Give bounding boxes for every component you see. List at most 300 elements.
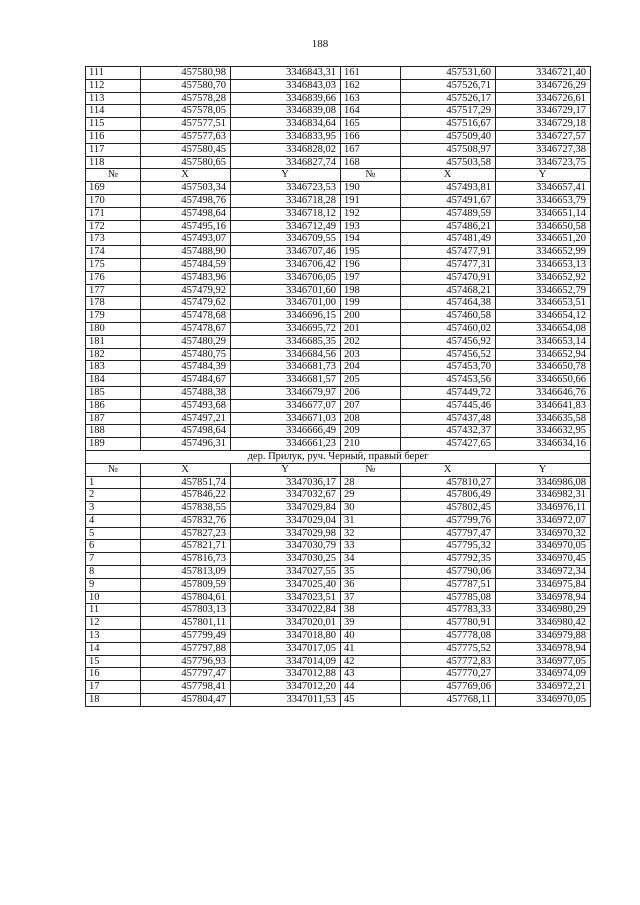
table-cell: 184 [86,374,141,387]
table-cell: 3347023,51 [231,591,341,604]
table-cell: 3346652,79 [496,284,591,297]
table-cell: 171 [86,207,141,220]
table-cell: 457578,05 [141,105,231,118]
table-cell: 203 [341,348,401,361]
table-cell: 3346641,83 [496,399,591,412]
header-cell: № [86,169,141,182]
table-row [86,220,591,233]
table-row [86,553,591,566]
table-row [86,118,591,131]
table-cell: 3347029,04 [231,514,341,527]
table-cell: 3346723,75 [496,156,591,169]
table-row [86,79,591,92]
table-cell: 29 [341,489,401,502]
table-cell: 3347014,09 [231,655,341,668]
table-cell: 30 [341,502,401,515]
table-cell: 457481,49 [401,233,496,246]
table-header-row [86,463,591,476]
table-cell: 3346706,05 [231,271,341,284]
table-cell: 457809,59 [141,578,231,591]
table-cell: 13 [86,630,141,643]
table-cell: 457516,67 [401,118,496,131]
table-cell: 3346718,28 [231,194,341,207]
table-row [86,642,591,655]
table-row [86,438,591,451]
table-cell: 457495,16 [141,220,231,233]
table-cell: 457470,91 [401,271,496,284]
section-title-row [86,450,591,463]
table-cell: 191 [341,194,401,207]
table-cell: 116 [86,130,141,143]
table-cell: 3346843,31 [231,67,341,80]
table-row [86,130,591,143]
table-cell: 168 [341,156,401,169]
table-cell: 457477,91 [401,246,496,259]
table-cell: 3347027,55 [231,566,341,579]
table-cell: 3346980,42 [496,617,591,630]
table-cell: 457770,27 [401,668,496,681]
table-cell: 169 [86,182,141,195]
header-cell: X [141,463,231,476]
table-cell: 457460,58 [401,310,496,323]
table-cell: 3347018,80 [231,630,341,643]
table-cell: 3346634,16 [496,438,591,451]
table-cell: 457778,08 [401,630,496,643]
table-cell: 457484,59 [141,258,231,271]
table-cell: 17 [86,681,141,694]
table-row [86,207,591,220]
table-cell: 205 [341,374,401,387]
table-cell: 457526,71 [401,79,496,92]
table-cell: 3346723,53 [231,182,341,195]
table-cell: 3346839,08 [231,105,341,118]
header-cell: Y [231,169,341,182]
table-cell: 186 [86,399,141,412]
table-cell: 3346646,76 [496,386,591,399]
table-row [86,502,591,515]
table-cell: 3346839,66 [231,92,341,105]
table-cell: 457484,39 [141,361,231,374]
table-cell: 457799,76 [401,514,496,527]
table-cell: 43 [341,668,401,681]
table-cell: 457787,51 [401,578,496,591]
table-cell: 163 [341,92,401,105]
header-cell: X [401,169,496,182]
table-cell: 457498,76 [141,194,231,207]
table-cell: 457453,70 [401,361,496,374]
table-cell: 3346975,84 [496,578,591,591]
table-cell: 457846,22 [141,489,231,502]
table-cell: 457804,47 [141,694,231,707]
table-cell: 3346632,95 [496,425,591,438]
table-cell: 457480,75 [141,348,231,361]
table-row [86,425,591,438]
table-cell: 174 [86,246,141,259]
table-header-row [86,169,591,182]
table-cell: 457796,93 [141,655,231,668]
table-cell: 3346654,08 [496,322,591,335]
table-cell: 3346652,92 [496,271,591,284]
table-cell: 3346978,94 [496,642,591,655]
table-cell: 187 [86,412,141,425]
table-cell: 175 [86,258,141,271]
table-row [86,156,591,169]
table-cell: 3346843,03 [231,79,341,92]
table-cell: 3346650,58 [496,220,591,233]
table-cell: 3346972,07 [496,514,591,527]
table-cell: 166 [341,130,401,143]
table-cell: 9 [86,578,141,591]
table-row [86,578,591,591]
table-cell: 457578,28 [141,92,231,105]
table-cell: 3346721,40 [496,67,591,80]
table-cell: 14 [86,642,141,655]
table-cell: 457780,91 [401,617,496,630]
table-cell: 3346653,14 [496,335,591,348]
table-cell: 3346695,72 [231,322,341,335]
table-cell: 457798,41 [141,681,231,694]
table-row [86,527,591,540]
table-cell: 15 [86,655,141,668]
table-cell: 190 [341,182,401,195]
table-cell: 182 [86,348,141,361]
table-cell: 112 [86,79,141,92]
table-cell: 3346701,00 [231,297,341,310]
table-cell: 195 [341,246,401,259]
table-cell: 457803,13 [141,604,231,617]
table-cell: 457456,52 [401,348,496,361]
table-cell: 113 [86,92,141,105]
table-cell: 118 [86,156,141,169]
table-cell: 31 [341,514,401,527]
table-cell: 457832,76 [141,514,231,527]
table-cell: 3346982,31 [496,489,591,502]
table-row [86,591,591,604]
table-row [86,668,591,681]
table-cell: 117 [86,143,141,156]
table-cell: 457509,40 [401,130,496,143]
table-cell: 201 [341,322,401,335]
table-cell: 3346972,21 [496,681,591,694]
table-cell: 3346833,95 [231,130,341,143]
table-cell: 3346726,61 [496,92,591,105]
table-cell: 3346970,45 [496,553,591,566]
table-cell: 3347030,25 [231,553,341,566]
table-cell: 457785,08 [401,591,496,604]
table-cell: 457432,37 [401,425,496,438]
table-cell: 457517,29 [401,105,496,118]
table-row [86,386,591,399]
table-cell: 3346651,20 [496,233,591,246]
table-row [86,681,591,694]
table-cell: 3346652,99 [496,246,591,259]
table-cell: 3346970,32 [496,527,591,540]
table-cell: 3346685,35 [231,335,341,348]
table-cell: 457813,09 [141,566,231,579]
table-cell: 199 [341,297,401,310]
table-cell: 3346729,18 [496,118,591,131]
table-cell: 3346712,49 [231,220,341,233]
table-cell: 457498,64 [141,207,231,220]
table-cell: 3347030,79 [231,540,341,553]
table-cell: 457792,35 [401,553,496,566]
table-cell: 111 [86,67,141,80]
table-cell: 115 [86,118,141,131]
table-cell: 3346718,12 [231,207,341,220]
table-row [86,182,591,195]
table-cell: 3346726,29 [496,79,591,92]
table-cell: 193 [341,220,401,233]
table-row [86,143,591,156]
table-cell: 457797,88 [141,642,231,655]
table-cell: 457493,81 [401,182,496,195]
table-cell: 3346727,38 [496,143,591,156]
table-row [86,655,591,668]
table-cell: 32 [341,527,401,540]
table-cell: 11 [86,604,141,617]
table-cell: 3347022,84 [231,604,341,617]
table-cell: 457489,59 [401,207,496,220]
table-row [86,630,591,643]
table-cell: 196 [341,258,401,271]
table-cell: 3346684,56 [231,348,341,361]
table-cell: 189 [86,438,141,451]
table-cell: 457498,64 [141,425,231,438]
table-row [86,604,591,617]
table-cell: 18 [86,694,141,707]
table-cell: 38 [341,604,401,617]
table-cell: 457816,73 [141,553,231,566]
table-cell: 178 [86,297,141,310]
table-cell: 3346727,57 [496,130,591,143]
table-cell: 2 [86,489,141,502]
table-cell: 3346653,51 [496,297,591,310]
table-cell: 457580,45 [141,143,231,156]
table-cell: 5 [86,527,141,540]
table-cell: 188 [86,425,141,438]
table-row [86,335,591,348]
table-cell: 457477,31 [401,258,496,271]
table-cell: 3346980,29 [496,604,591,617]
table-cell: 197 [341,271,401,284]
table-cell: 28 [341,476,401,489]
table-cell: 457483,96 [141,271,231,284]
table-cell: 3346671,03 [231,412,341,425]
table-cell: 3346986,08 [496,476,591,489]
table-cell: 40 [341,630,401,643]
table-row [86,284,591,297]
table-cell: 457531,60 [401,67,496,80]
table-cell: 457804,61 [141,591,231,604]
table-row [86,374,591,387]
table-cell: 3346979,88 [496,630,591,643]
table-cell: 457478,67 [141,322,231,335]
table-cell: 3346706,42 [231,258,341,271]
table-row [86,514,591,527]
table-cell: 3346974,09 [496,668,591,681]
table-cell: 45 [341,694,401,707]
table-cell: 457453,56 [401,374,496,387]
table-cell: 457479,62 [141,297,231,310]
table-cell: 3347012,20 [231,681,341,694]
header-cell: № [341,463,401,476]
page-number: 188 [311,38,329,50]
table-cell: 210 [341,438,401,451]
table-cell: 3346834,64 [231,118,341,131]
table-cell: 172 [86,220,141,233]
table-cell: 3346977,05 [496,655,591,668]
table-cell: 457493,07 [141,233,231,246]
table-cell: 164 [341,105,401,118]
table-row [86,399,591,412]
table-cell: 3346653,79 [496,194,591,207]
table-cell: 165 [341,118,401,131]
table-cell: 3347029,98 [231,527,341,540]
table-cell: 3346635,58 [496,412,591,425]
table-cell: 457427,65 [401,438,496,451]
table-cell: 457580,65 [141,156,231,169]
table-cell: 3346650,66 [496,374,591,387]
table-cell: 457484,67 [141,374,231,387]
table-cell: 162 [341,79,401,92]
table-row [86,297,591,310]
table-row [86,233,591,246]
table-cell: 457456,92 [401,335,496,348]
table-cell: 3346654,12 [496,310,591,323]
table-cell: 41 [341,642,401,655]
table-cell: 3346976,11 [496,502,591,515]
header-cell: Y [231,463,341,476]
table-cell: 457464,38 [401,297,496,310]
table-cell: 114 [86,105,141,118]
table-cell: 209 [341,425,401,438]
table-cell: 3346681,57 [231,374,341,387]
table-cell: 457799,49 [141,630,231,643]
table-row [86,476,591,489]
table-cell: 33 [341,540,401,553]
table-cell: 173 [86,233,141,246]
table-cell: 42 [341,655,401,668]
table-cell: 457478,68 [141,310,231,323]
table-cell: 16 [86,668,141,681]
table-cell: 202 [341,335,401,348]
table-cell: 457797,47 [141,668,231,681]
table-cell: 170 [86,194,141,207]
table-cell: 3347012,88 [231,668,341,681]
table-cell: 457526,17 [401,92,496,105]
table-cell: 10 [86,591,141,604]
table-cell: 457488,90 [141,246,231,259]
table-cell: 457577,51 [141,118,231,131]
table-cell: 3346666,49 [231,425,341,438]
table-cell: 177 [86,284,141,297]
table-row [86,271,591,284]
table-cell: 457801,11 [141,617,231,630]
table-cell: 161 [341,67,401,80]
table-cell: 457460,02 [401,322,496,335]
table-cell: 8 [86,566,141,579]
table-cell: 457449,72 [401,386,496,399]
header-cell: X [401,463,496,476]
table-cell: 457480,29 [141,335,231,348]
table-cell: 457437,48 [401,412,496,425]
table-cell: 35 [341,566,401,579]
table-cell: 206 [341,386,401,399]
table-cell: 7 [86,553,141,566]
table-cell: 3346709,55 [231,233,341,246]
table-cell: 457503,34 [141,182,231,195]
table-row [86,348,591,361]
table-cell: 3346681,73 [231,361,341,374]
table-cell: 457479,92 [141,284,231,297]
table-cell: 3346696,15 [231,310,341,323]
table-cell: 457797,47 [401,527,496,540]
table-cell: 3346652,94 [496,348,591,361]
table-cell: 457769,06 [401,681,496,694]
table-cell: 204 [341,361,401,374]
table-cell: 4 [86,514,141,527]
table-row [86,246,591,259]
header-cell: № [86,463,141,476]
table-cell: 457772,83 [401,655,496,668]
table-cell: 3346677,07 [231,399,341,412]
table-cell: 3346972,34 [496,566,591,579]
table-cell: 457802,45 [401,502,496,515]
table-cell: 181 [86,335,141,348]
table-cell: 37 [341,591,401,604]
table-cell: 176 [86,271,141,284]
table-cell: 34 [341,553,401,566]
table-cell: 457580,98 [141,67,231,80]
table-cell: 3346970,05 [496,540,591,553]
table-cell: 457821,71 [141,540,231,553]
table-cell: 457468,21 [401,284,496,297]
table-cell: 3347020,01 [231,617,341,630]
table-cell: 457790,06 [401,566,496,579]
table-cell: 457496,31 [141,438,231,451]
header-cell: № [341,169,401,182]
section-title: дер. Прилук, руч. Черный, правый берег [86,450,591,463]
table-cell: 3347036,17 [231,476,341,489]
table-row [86,258,591,271]
table-cell: 183 [86,361,141,374]
table-cell: 3347025,40 [231,578,341,591]
table-cell: 457838,55 [141,502,231,515]
table-cell: 3346657,41 [496,182,591,195]
table-cell: 44 [341,681,401,694]
table-cell: 457851,74 [141,476,231,489]
table-cell: 457775,52 [401,642,496,655]
table-cell: 3346650,78 [496,361,591,374]
table-cell: 457810,27 [401,476,496,489]
table-cell: 457445,46 [401,399,496,412]
table-cell: 457768,11 [401,694,496,707]
table-cell: 457783,33 [401,604,496,617]
table-cell: 194 [341,233,401,246]
table-cell: 3 [86,502,141,515]
table-cell: 3346707,46 [231,246,341,259]
table-cell: 179 [86,310,141,323]
table-cell: 3346978,94 [496,591,591,604]
table-cell: 12 [86,617,141,630]
table-row [86,322,591,335]
table-cell: 6 [86,540,141,553]
table-cell: 3346729,17 [496,105,591,118]
table-row [86,67,591,80]
table-cell: 457795,32 [401,540,496,553]
header-cell: X [141,169,231,182]
table-cell: 3346651,14 [496,207,591,220]
